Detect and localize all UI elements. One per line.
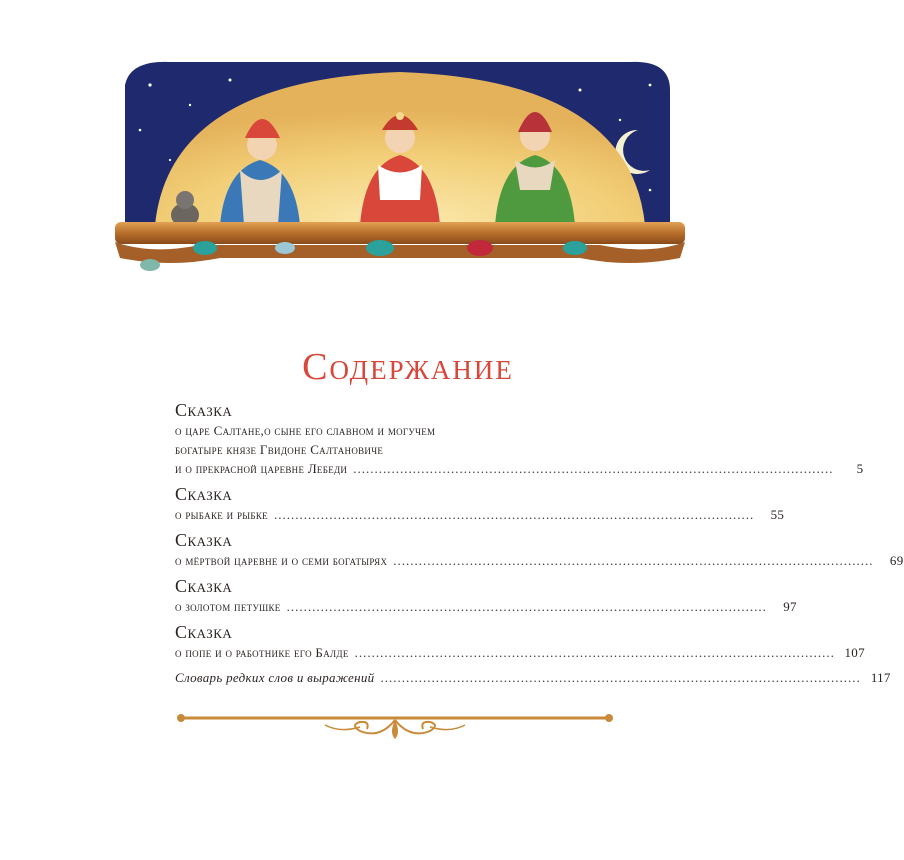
dot-leader: .................................................................................................................: [380, 670, 861, 685]
entry-subtitle-line: о мёртвой царевне и о семи богатырях: [175, 553, 388, 568]
entry-final-line: [175, 551, 904, 570]
page-number: 69: [889, 553, 904, 568]
toc-entry[interactable]: [175, 400, 864, 478]
toc-entry[interactable]: [175, 484, 785, 524]
entry-final-line: [175, 643, 865, 662]
entry-subtitle-line: о попе и о работнике его Балде: [175, 645, 349, 660]
toc-entry[interactable]: [175, 530, 904, 570]
dot-leader: .................................................................................................................: [286, 599, 767, 614]
entry-subtitle-line: о золотом петушке: [175, 599, 281, 614]
entry-subtitle-line: богатыре князе Гвидоне Салтановиче: [175, 442, 384, 457]
page-number: 5: [856, 461, 864, 476]
glossary-label: Словарь редких слов и выражений: [175, 670, 375, 685]
entry-heading: Сказка: [175, 622, 233, 642]
entry-final-line: [175, 505, 785, 524]
entry-heading: Сказка: [175, 530, 233, 550]
entry-final-line: [175, 668, 891, 687]
page-number: 117: [870, 670, 891, 685]
decorative-divider: [175, 705, 615, 745]
entry-heading: Сказка: [175, 400, 233, 420]
entry-heading: Сказка: [175, 484, 233, 504]
toc-entry[interactable]: [175, 576, 797, 616]
dot-leader: .................................................................................................................: [354, 645, 835, 660]
entry-heading: Сказка: [175, 576, 233, 596]
page-number: 107: [844, 645, 865, 660]
page-number: 97: [783, 599, 797, 614]
toc-title: Содержание: [302, 346, 514, 388]
dot-leader: .................................................................................................................: [273, 507, 755, 522]
entry-subtitle-line: и о прекрасной царевне Лебеди: [175, 461, 348, 476]
entry-final-line: [175, 459, 864, 478]
entry-subtitle-line: о рыбаке и рыбке: [175, 507, 268, 522]
page-number: 55: [770, 507, 785, 522]
header-illustration: [110, 50, 690, 280]
dot-leader: .................................................................................................................: [393, 553, 874, 568]
entry-final-line: [175, 597, 797, 616]
entry-subtitle-line: о царе Салтане,о сыне его славном и могучем: [175, 423, 436, 438]
table-of-contents: [175, 400, 904, 693]
ornate-shelf: [115, 222, 685, 244]
toc-entry[interactable]: [175, 622, 865, 662]
dot-leader: .................................................................................................................: [353, 461, 834, 476]
toc-glossary-entry[interactable]: [175, 668, 891, 687]
